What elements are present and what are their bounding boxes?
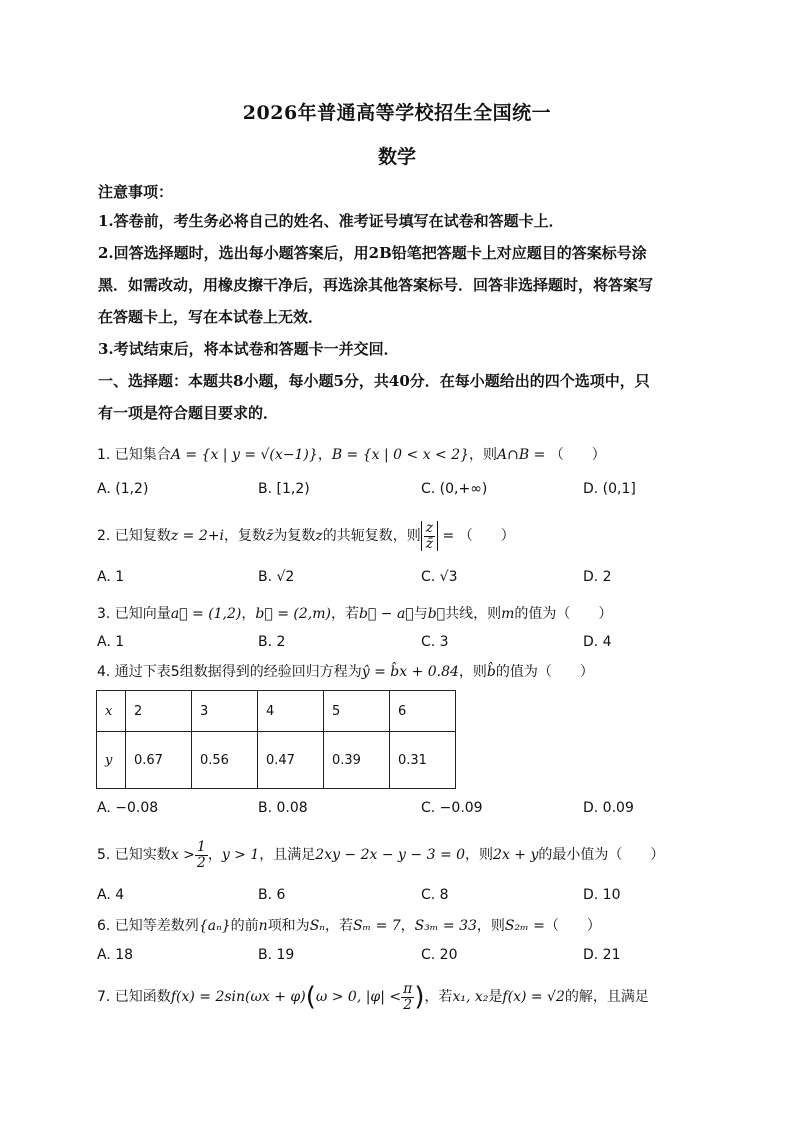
table-cell: 4 xyxy=(258,691,324,732)
question-6-option-d[interactable]: D. 21 xyxy=(583,947,621,963)
notice-item: 2.回答选择题时，选出每小题答案后，用2B铅笔把答题卡上对应题目的答案标号涂 xyxy=(98,244,647,262)
question-1-option-c[interactable]: C. (0,+∞) xyxy=(421,481,488,497)
table-cell: 3 xyxy=(192,691,258,732)
table-row-x xyxy=(97,691,456,732)
question-1-stem: 1. 已知集合A = {x | y = √(x−1)}，B = {x | 0 < x < 2}，则A∩B = （ ） xyxy=(97,447,606,463)
table-cell: 5 xyxy=(324,691,390,732)
fraction: $\frac{1}{2}$ xyxy=(196,839,206,871)
question-7-stem: 7. 已知函数f(x) = 2sin(ωx + φ)(ω > 0, |φ| < $\frac{\pi}{2}$ )，若x₁, x₂是f(x) = √2的解，且满足 xyxy=(97,981,649,1013)
question-2-option-a[interactable]: A. 1 xyxy=(97,569,125,585)
question-2-option-d[interactable]: D. 2 xyxy=(583,569,612,585)
table-cell: 0.56 xyxy=(192,732,258,789)
exam-subject: 数学 xyxy=(377,146,416,168)
table-cell: y xyxy=(97,732,126,789)
question-4-option-c[interactable]: C. −0.09 xyxy=(421,800,483,816)
question-5-option-b[interactable]: B. 6 xyxy=(258,887,286,903)
table-cell: 0.67 xyxy=(126,732,192,789)
section-heading: 一、选择题：本题共8小题，每小题5分，共40分．在每小题给出的四个选项中，只 xyxy=(98,372,650,390)
notice-heading: 注意事项： xyxy=(98,183,174,201)
question-3-option-a[interactable]: A. 1 xyxy=(97,634,125,650)
question-3-stem: 3. 已知向量a⃗ = (1,2)，b⃗ = (2,m)，若b⃗ − a⃗与b⃗共线，则m的值为（ ） xyxy=(97,606,613,622)
intersection-expr: A∩B xyxy=(497,447,530,463)
set-b-expr: B = {x | 0 < x < 2} xyxy=(331,447,470,463)
question-4-option-a[interactable]: A. −0.08 xyxy=(97,800,159,816)
table-row-y xyxy=(97,732,456,789)
question-1-option-d[interactable]: D. (0,1] xyxy=(583,481,636,497)
question-6-option-b[interactable]: B. 19 xyxy=(258,947,295,963)
table-cell: 0.47 xyxy=(258,732,324,789)
question-3-option-b[interactable]: B. 2 xyxy=(258,634,286,650)
question-4-stem: 4. 通过下表5组数据得到的经验回归方程为ŷ = b̂x + 0.84，则b̂的值为（ ） xyxy=(97,664,594,680)
fraction: $\frac{\pi}{2}$ xyxy=(403,981,413,1013)
question-3-option-d[interactable]: D. 4 xyxy=(583,634,612,650)
table-cell: 0.31 xyxy=(390,732,456,789)
question-6-option-a[interactable]: A. 18 xyxy=(97,947,134,963)
question-2-option-c[interactable]: C. √3 xyxy=(421,569,458,585)
question-5-option-c[interactable]: C. 8 xyxy=(421,887,449,903)
complex-z-expr: z = 2+i xyxy=(170,528,224,545)
question-6-stem: 6. 已知等差数列{aₙ}的前n项和为Sₙ，若Sₘ = 7，S₃ₘ = 33，则S₂ₘ =（ ） xyxy=(97,918,601,934)
set-a-expr: A = {x | y = √(x−1)} xyxy=(170,447,318,463)
regression-data-table xyxy=(96,690,456,789)
notice-item: 1.答卷前，考生务必将自己的姓名、准考证号填写在试卷和答题卡上． xyxy=(98,212,564,230)
notice-item: 黑．如需改动，用橡皮擦干净后，再选涂其他答案标号．回答非选择题时，将答案写 xyxy=(98,276,654,294)
question-5-stem: 5. 已知实数x > $\frac{1}{2}$ ，y > 1，且满足2xy − 2x − y − 3 = 0，则2x + y的最小值为（ ） xyxy=(97,839,665,871)
question-6-option-c[interactable]: C. 20 xyxy=(421,947,458,963)
section-heading: 有一项是符合题目要求的． xyxy=(98,404,279,422)
question-5-option-a[interactable]: A. 4 xyxy=(97,887,125,903)
question-1-option-b[interactable]: B. [1,2) xyxy=(258,481,310,497)
notice-item: 在答题卡上，写在本试卷上无效． xyxy=(98,308,324,326)
question-1-option-a[interactable]: A. (1,2) xyxy=(97,481,149,497)
table-cell: x xyxy=(97,691,126,732)
abs-fraction: $\frac{z}{z̄}$ xyxy=(421,521,438,551)
table-cell: 2 xyxy=(126,691,192,732)
notice-item: 3.考试结束后，将本试卷和答题卡一并交回． xyxy=(98,340,399,358)
question-4-option-d[interactable]: D. 0.09 xyxy=(583,800,634,816)
exam-title: 2026年普通高等学校招生全国统一 xyxy=(242,102,552,124)
question-2-option-b[interactable]: B. √2 xyxy=(258,569,295,585)
question-4-option-b[interactable]: B. 0.08 xyxy=(258,800,308,816)
table-cell: 0.39 xyxy=(324,732,390,789)
question-5-option-d[interactable]: D. 10 xyxy=(583,887,621,903)
table-cell: 6 xyxy=(390,691,456,732)
question-3-option-c[interactable]: C. 3 xyxy=(421,634,449,650)
question-2-stem: 2. 已知复数z = 2+i，复数z̄为复数z的共轭复数，则 $\frac{z}{z̄}$ = （ ） xyxy=(97,520,515,552)
